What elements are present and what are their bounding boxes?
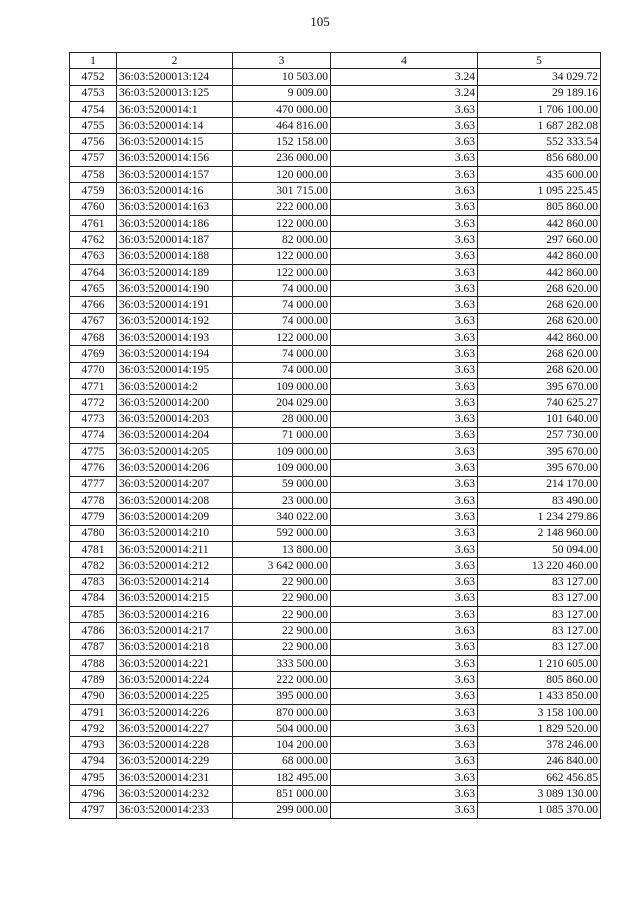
total-cell: 395 670.00 [478, 460, 601, 476]
cadastral-number-cell: 36:03:5200014:204 [117, 427, 233, 443]
row-number-cell: 4792 [70, 721, 117, 737]
rate-cell: 3.63 [331, 590, 478, 606]
cadastral-number-cell: 36:03:5200014:14 [117, 118, 233, 134]
value-cell: 222 000.00 [233, 199, 331, 215]
rate-cell: 3.63 [331, 786, 478, 802]
total-cell: 395 670.00 [478, 378, 601, 394]
row-number-cell: 4770 [70, 362, 117, 378]
rate-cell: 3.63 [331, 607, 478, 623]
table-row [70, 264, 601, 280]
cadastral-number-cell: 36:03:5200013:125 [117, 85, 233, 101]
rate-cell: 3.63 [331, 493, 478, 509]
value-cell: 74 000.00 [233, 281, 331, 297]
table-row [70, 378, 601, 394]
page-number: 105 [310, 14, 330, 29]
total-cell: 257 730.00 [478, 427, 601, 443]
table-row [70, 590, 601, 606]
total-cell: 268 620.00 [478, 297, 601, 313]
total-cell: 246 840.00 [478, 753, 601, 769]
cadastral-number-cell: 36:03:5200014:228 [117, 737, 233, 753]
value-cell: 82 000.00 [233, 232, 331, 248]
table-row [70, 574, 601, 590]
table-row [70, 215, 601, 231]
table-row [70, 199, 601, 215]
table-row [70, 85, 601, 101]
table-row [70, 770, 601, 786]
value-cell: 22 900.00 [233, 607, 331, 623]
rate-cell: 3.63 [331, 427, 478, 443]
cadastral-number-cell: 36:03:5200014:187 [117, 232, 233, 248]
cadastral-number-cell: 36:03:5200014:163 [117, 199, 233, 215]
table-row [70, 688, 601, 704]
table-row [70, 134, 601, 150]
row-number-cell: 4764 [70, 264, 117, 280]
row-number-cell: 4785 [70, 607, 117, 623]
total-cell: 395 670.00 [478, 444, 601, 460]
table-row [70, 460, 601, 476]
value-cell: 74 000.00 [233, 313, 331, 329]
total-cell: 83 127.00 [478, 623, 601, 639]
row-number-cell: 4790 [70, 688, 117, 704]
rate-cell: 3.63 [331, 509, 478, 525]
value-cell: 74 000.00 [233, 362, 331, 378]
table-row [70, 313, 601, 329]
total-cell: 83 127.00 [478, 590, 601, 606]
total-cell: 1 687 282.08 [478, 118, 601, 134]
value-cell: 74 000.00 [233, 297, 331, 313]
cadastral-number-cell: 36:03:5200014:227 [117, 721, 233, 737]
value-cell: 104 200.00 [233, 737, 331, 753]
row-number-cell: 4781 [70, 541, 117, 557]
row-number-cell: 4765 [70, 281, 117, 297]
row-number-cell: 4775 [70, 444, 117, 460]
value-cell: 59 000.00 [233, 476, 331, 492]
total-cell: 1 433 850.00 [478, 688, 601, 704]
rate-cell: 3.63 [331, 330, 478, 346]
cadastral-number-cell: 36:03:5200014:15 [117, 134, 233, 150]
row-number-cell: 4789 [70, 672, 117, 688]
table-row [70, 346, 601, 362]
value-cell: 68 000.00 [233, 753, 331, 769]
rate-cell: 3.63 [331, 672, 478, 688]
total-cell: 1 095 225.45 [478, 183, 601, 199]
cadastral-number-cell: 36:03:5200014:189 [117, 264, 233, 280]
table-row [70, 786, 601, 802]
total-cell: 3 089 130.00 [478, 786, 601, 802]
total-cell: 805 860.00 [478, 199, 601, 215]
cadastral-number-cell: 36:03:5200014:203 [117, 411, 233, 427]
row-number-cell: 4791 [70, 704, 117, 720]
cadastral-number-cell: 36:03:5200014:200 [117, 395, 233, 411]
rate-cell: 3.63 [331, 395, 478, 411]
cadastral-number-cell: 36:03:5200014:206 [117, 460, 233, 476]
total-cell: 297 660.00 [478, 232, 601, 248]
rate-cell: 3.63 [331, 346, 478, 362]
rate-cell: 3.63 [331, 688, 478, 704]
cadastral-number-cell: 36:03:5200013:124 [117, 69, 233, 85]
rate-cell: 3.63 [331, 167, 478, 183]
value-cell: 333 500.00 [233, 655, 331, 671]
cadastral-number-cell: 36:03:5200014:218 [117, 639, 233, 655]
rate-cell: 3.63 [331, 737, 478, 753]
rate-cell: 3.63 [331, 476, 478, 492]
value-cell: 3 642 000.00 [233, 558, 331, 574]
table-header-row [70, 53, 601, 69]
cadastral-number-cell: 36:03:5200014:217 [117, 623, 233, 639]
cadastral-number-cell: 36:03:5200014:186 [117, 215, 233, 231]
table-row [70, 69, 601, 85]
rate-cell: 3.63 [331, 232, 478, 248]
cadastral-number-cell: 36:03:5200014:157 [117, 167, 233, 183]
total-cell: 3 158 100.00 [478, 704, 601, 720]
column-header: 4 [331, 53, 478, 69]
rate-cell: 3.63 [331, 118, 478, 134]
value-cell: 122 000.00 [233, 248, 331, 264]
cadastral-number-cell: 36:03:5200014:221 [117, 655, 233, 671]
value-cell: 395 000.00 [233, 688, 331, 704]
rate-cell: 3.63 [331, 215, 478, 231]
row-number-cell: 4782 [70, 558, 117, 574]
rate-cell: 3.63 [331, 770, 478, 786]
row-number-cell: 4780 [70, 525, 117, 541]
cadastral-number-cell: 36:03:5200014:193 [117, 330, 233, 346]
value-cell: 851 000.00 [233, 786, 331, 802]
value-cell: 122 000.00 [233, 264, 331, 280]
row-number-cell: 4797 [70, 802, 117, 818]
row-number-cell: 4763 [70, 248, 117, 264]
row-number-cell: 4777 [70, 476, 117, 492]
table-body [70, 69, 601, 819]
value-cell: 870 000.00 [233, 704, 331, 720]
cadastral-number-cell: 36:03:5200014:226 [117, 704, 233, 720]
row-number-cell: 4752 [70, 69, 117, 85]
rate-cell: 3.63 [331, 264, 478, 280]
total-cell: 442 860.00 [478, 215, 601, 231]
total-cell: 268 620.00 [478, 346, 601, 362]
total-cell: 83 127.00 [478, 639, 601, 655]
value-cell: 236 000.00 [233, 150, 331, 166]
value-cell: 122 000.00 [233, 330, 331, 346]
table-row [70, 623, 601, 639]
row-number-cell: 4783 [70, 574, 117, 590]
table-row [70, 509, 601, 525]
value-cell: 120 000.00 [233, 167, 331, 183]
table-row [70, 118, 601, 134]
rate-cell: 3.63 [331, 704, 478, 720]
total-cell: 34 029.72 [478, 69, 601, 85]
table-row [70, 704, 601, 720]
cadastral-number-cell: 36:03:5200014:194 [117, 346, 233, 362]
table-row [70, 802, 601, 818]
row-number-cell: 4794 [70, 753, 117, 769]
column-header: 2 [117, 53, 233, 69]
value-cell: 28 000.00 [233, 411, 331, 427]
value-cell: 109 000.00 [233, 460, 331, 476]
rate-cell: 3.63 [331, 639, 478, 655]
table-row [70, 541, 601, 557]
table-row [70, 427, 601, 443]
table-row [70, 607, 601, 623]
total-cell: 268 620.00 [478, 281, 601, 297]
rate-cell: 3.63 [331, 378, 478, 394]
total-cell: 83 127.00 [478, 574, 601, 590]
rate-cell: 3.63 [331, 101, 478, 117]
cadastral-number-cell: 36:03:5200014:209 [117, 509, 233, 525]
table-row [70, 493, 601, 509]
rate-cell: 3.63 [331, 248, 478, 264]
total-cell: 378 246.00 [478, 737, 601, 753]
table-row [70, 672, 601, 688]
total-cell: 268 620.00 [478, 362, 601, 378]
table-row [70, 721, 601, 737]
total-cell: 442 860.00 [478, 330, 601, 346]
total-cell: 435 600.00 [478, 167, 601, 183]
table-row [70, 753, 601, 769]
row-number-cell: 4779 [70, 509, 117, 525]
total-cell: 662 456.85 [478, 770, 601, 786]
cadastral-number-cell: 36:03:5200014:191 [117, 297, 233, 313]
value-cell: 504 000.00 [233, 721, 331, 737]
row-number-cell: 4756 [70, 134, 117, 150]
row-number-cell: 4769 [70, 346, 117, 362]
total-cell: 13 220 460.00 [478, 558, 601, 574]
table-row [70, 150, 601, 166]
rate-cell: 3.63 [331, 199, 478, 215]
value-cell: 22 900.00 [233, 574, 331, 590]
cadastral-number-cell: 36:03:5200014:16 [117, 183, 233, 199]
column-header: 5 [478, 53, 601, 69]
cadastral-number-cell: 36:03:5200014:2 [117, 378, 233, 394]
table-row [70, 281, 601, 297]
rate-cell: 3.63 [331, 655, 478, 671]
row-number-cell: 4778 [70, 493, 117, 509]
rate-cell: 3.63 [331, 558, 478, 574]
rate-cell: 3.63 [331, 150, 478, 166]
row-number-cell: 4757 [70, 150, 117, 166]
row-number-cell: 4793 [70, 737, 117, 753]
value-cell: 9 009.00 [233, 85, 331, 101]
table-row [70, 167, 601, 183]
row-number-cell: 4796 [70, 786, 117, 802]
value-cell: 10 503.00 [233, 69, 331, 85]
value-cell: 301 715.00 [233, 183, 331, 199]
cadastral-number-cell: 36:03:5200014:1 [117, 101, 233, 117]
total-cell: 29 189.16 [478, 85, 601, 101]
cadastral-number-cell: 36:03:5200014:207 [117, 476, 233, 492]
value-cell: 13 800.00 [233, 541, 331, 557]
cadastral-value-table [69, 52, 601, 819]
value-cell: 182 495.00 [233, 770, 331, 786]
table-row [70, 101, 601, 117]
total-cell: 1 210 605.00 [478, 655, 601, 671]
total-cell: 805 860.00 [478, 672, 601, 688]
row-number-cell: 4760 [70, 199, 117, 215]
rate-cell: 3.63 [331, 623, 478, 639]
column-header: 3 [233, 53, 331, 69]
table-row [70, 330, 601, 346]
rate-cell: 3.63 [331, 281, 478, 297]
cadastral-number-cell: 36:03:5200014:208 [117, 493, 233, 509]
rate-cell: 3.24 [331, 69, 478, 85]
row-number-cell: 4758 [70, 167, 117, 183]
total-cell: 214 170.00 [478, 476, 601, 492]
value-cell: 340 022.00 [233, 509, 331, 525]
total-cell: 50 094.00 [478, 541, 601, 557]
rate-cell: 3.63 [331, 297, 478, 313]
row-number-cell: 4753 [70, 85, 117, 101]
value-cell: 22 900.00 [233, 590, 331, 606]
value-cell: 122 000.00 [233, 215, 331, 231]
total-cell: 1 829 520.00 [478, 721, 601, 737]
value-cell: 222 000.00 [233, 672, 331, 688]
cadastral-number-cell: 36:03:5200014:231 [117, 770, 233, 786]
cadastral-number-cell: 36:03:5200014:211 [117, 541, 233, 557]
total-cell: 1 085 370.00 [478, 802, 601, 818]
row-number-cell: 4772 [70, 395, 117, 411]
value-cell: 22 900.00 [233, 623, 331, 639]
rate-cell: 3.63 [331, 183, 478, 199]
rate-cell: 3.24 [331, 85, 478, 101]
cadastral-number-cell: 36:03:5200014:233 [117, 802, 233, 818]
row-number-cell: 4767 [70, 313, 117, 329]
total-cell: 442 860.00 [478, 264, 601, 280]
total-cell: 83 127.00 [478, 607, 601, 623]
cadastral-number-cell: 36:03:5200014:224 [117, 672, 233, 688]
value-cell: 464 816.00 [233, 118, 331, 134]
total-cell: 1 706 100.00 [478, 101, 601, 117]
rate-cell: 3.63 [331, 802, 478, 818]
value-cell: 152 158.00 [233, 134, 331, 150]
total-cell: 1 234 279.86 [478, 509, 601, 525]
row-number-cell: 4773 [70, 411, 117, 427]
table-row [70, 411, 601, 427]
rate-cell: 3.63 [331, 444, 478, 460]
total-cell: 856 680.00 [478, 150, 601, 166]
total-cell: 101 640.00 [478, 411, 601, 427]
table-row [70, 248, 601, 264]
row-number-cell: 4787 [70, 639, 117, 655]
row-number-cell: 4768 [70, 330, 117, 346]
cadastral-number-cell: 36:03:5200014:210 [117, 525, 233, 541]
rate-cell: 3.63 [331, 525, 478, 541]
value-cell: 109 000.00 [233, 378, 331, 394]
table-row [70, 558, 601, 574]
table-row [70, 297, 601, 313]
cadastral-number-cell: 36:03:5200014:216 [117, 607, 233, 623]
row-number-cell: 4776 [70, 460, 117, 476]
rate-cell: 3.63 [331, 313, 478, 329]
cadastral-number-cell: 36:03:5200014:215 [117, 590, 233, 606]
value-cell: 23 000.00 [233, 493, 331, 509]
value-cell: 74 000.00 [233, 346, 331, 362]
cadastral-number-cell: 36:03:5200014:229 [117, 753, 233, 769]
total-cell: 268 620.00 [478, 313, 601, 329]
value-cell: 22 900.00 [233, 639, 331, 655]
rate-cell: 3.63 [331, 411, 478, 427]
table-row [70, 444, 601, 460]
cadastral-number-cell: 36:03:5200014:188 [117, 248, 233, 264]
rate-cell: 3.63 [331, 362, 478, 378]
rate-cell: 3.63 [331, 541, 478, 557]
value-cell: 204 029.00 [233, 395, 331, 411]
table-row [70, 362, 601, 378]
cadastral-number-cell: 36:03:5200014:225 [117, 688, 233, 704]
total-cell: 740 625.27 [478, 395, 601, 411]
column-header: 1 [70, 53, 117, 69]
row-number-cell: 4754 [70, 101, 117, 117]
row-number-cell: 4795 [70, 770, 117, 786]
rate-cell: 3.63 [331, 753, 478, 769]
row-number-cell: 4784 [70, 590, 117, 606]
row-number-cell: 4771 [70, 378, 117, 394]
table-row [70, 655, 601, 671]
total-cell: 83 490.00 [478, 493, 601, 509]
row-number-cell: 4786 [70, 623, 117, 639]
value-cell: 470 000.00 [233, 101, 331, 117]
row-number-cell: 4766 [70, 297, 117, 313]
row-number-cell: 4762 [70, 232, 117, 248]
rate-cell: 3.63 [331, 721, 478, 737]
cadastral-number-cell: 36:03:5200014:214 [117, 574, 233, 590]
rate-cell: 3.63 [331, 134, 478, 150]
cadastral-number-cell: 36:03:5200014:232 [117, 786, 233, 802]
table-row [70, 232, 601, 248]
total-cell: 2 148 960.00 [478, 525, 601, 541]
row-number-cell: 4788 [70, 655, 117, 671]
value-cell: 299 000.00 [233, 802, 331, 818]
row-number-cell: 4774 [70, 427, 117, 443]
table-row [70, 183, 601, 199]
total-cell: 552 333.54 [478, 134, 601, 150]
value-cell: 109 000.00 [233, 444, 331, 460]
table-row [70, 525, 601, 541]
cadastral-number-cell: 36:03:5200014:212 [117, 558, 233, 574]
table-row [70, 639, 601, 655]
rate-cell: 3.63 [331, 460, 478, 476]
table-row [70, 476, 601, 492]
total-cell: 442 860.00 [478, 248, 601, 264]
table-row [70, 395, 601, 411]
value-cell: 71 000.00 [233, 427, 331, 443]
row-number-cell: 4761 [70, 215, 117, 231]
cadastral-number-cell: 36:03:5200014:156 [117, 150, 233, 166]
cadastral-number-cell: 36:03:5200014:205 [117, 444, 233, 460]
value-cell: 592 000.00 [233, 525, 331, 541]
row-number-cell: 4755 [70, 118, 117, 134]
row-number-cell: 4759 [70, 183, 117, 199]
cadastral-number-cell: 36:03:5200014:192 [117, 313, 233, 329]
rate-cell: 3.63 [331, 574, 478, 590]
cadastral-number-cell: 36:03:5200014:190 [117, 281, 233, 297]
table-row [70, 737, 601, 753]
cadastral-number-cell: 36:03:5200014:195 [117, 362, 233, 378]
